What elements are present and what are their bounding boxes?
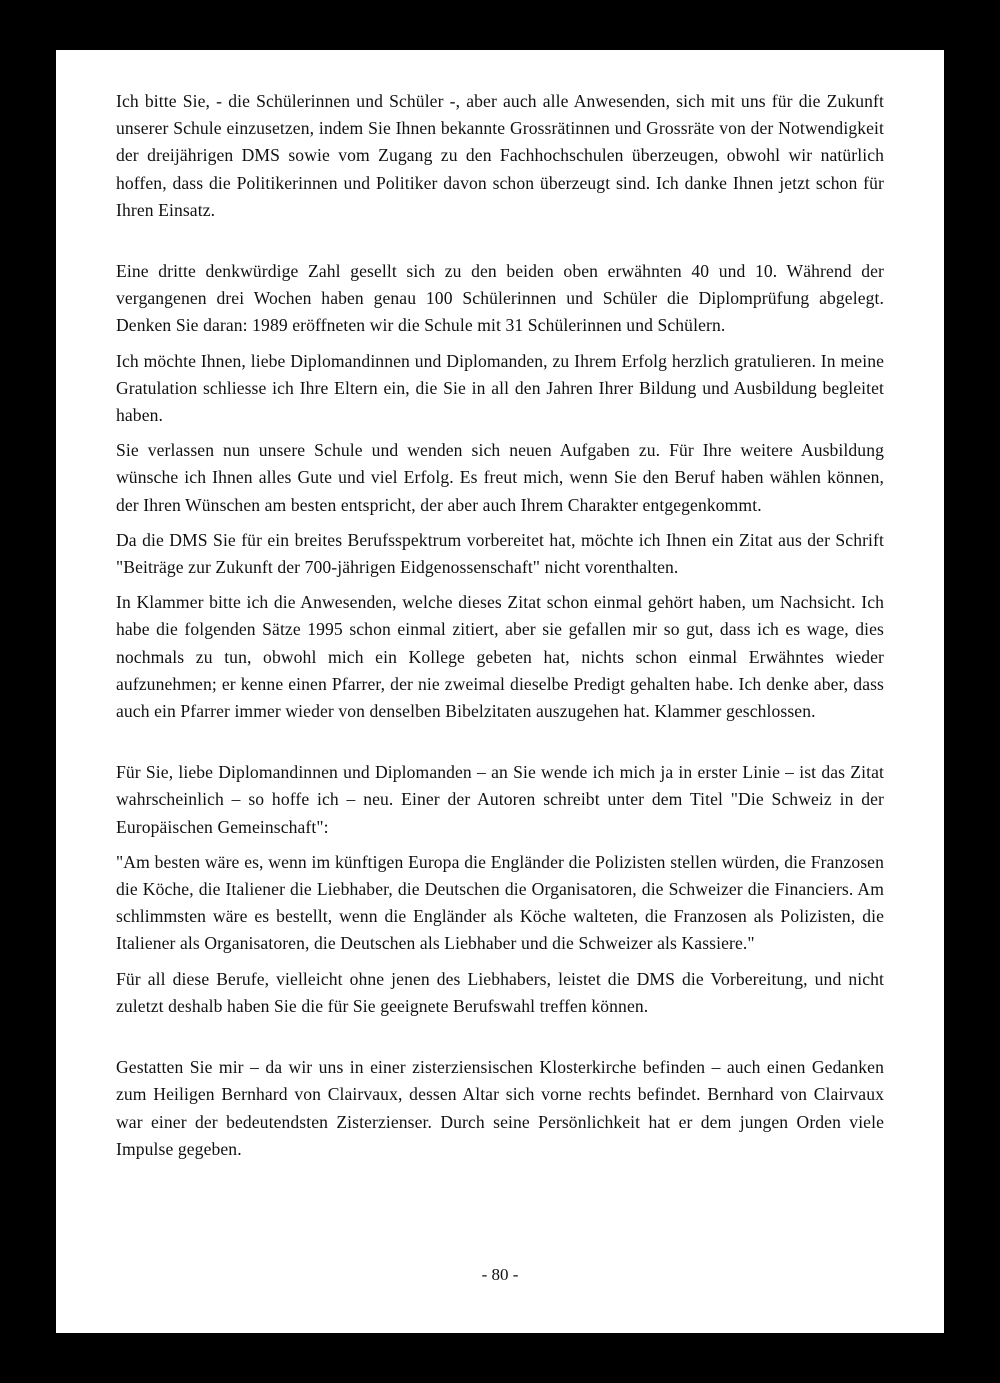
- paragraph-6: In Klammer bitte ich die Anwesenden, welche dieses Zitat schon einmal gehört haben, um Nachsicht. Ich habe die folgenden Sätze 1995 schon einmal zitiert, aber sie gefallen mir so gut, dass ich es wage, dies nochmals zu tun, obwohl mich ein Kollege gebeten hat, nichts schon einmal Erwähntes wieder aufzunehmen; er kenne einen Pfarrer, der nie zweimal dieselbe Predigt gehalten habe. Ich denke aber, dass auch ein Pfarrer immer wieder von denselben Bibelzitaten auszugehen hat. Klammer geschlossen.: [116, 592, 884, 722]
- paragraph-5: Da die DMS Sie für ein breites Berufsspektrum vorbereitet hat, möchte ich Ihnen ein Zitat aus der Schrift "Beiträge zur Zukunft der 700-jährigen Eidgenossenschaft" nicht vorenthalten.: [116, 529, 884, 578]
- paragraph-7: Für Sie, liebe Diplomandinnen und Diplomanden – an Sie wende ich mich ja in erster Linie – ist das Zitat wahrscheinlich – so hoffe ich – neu. Einer der Autoren schreibt unter dem Titel "Die Schweiz in der Europäischen Gemeinschaft":: [116, 762, 884, 837]
- paragraph-9: Für all diese Berufe, vielleicht ohne jenen des Liebhabers, leistet die DMS die Vorbereitung, und nicht zuletzt deshalb haben Sie die für Sie geeignete Berufswahl treffen können.: [116, 968, 884, 1016]
- paragraph-2: Eine dritte denkwürdige Zahl gesellt sich zu den beiden oben erwähnten 40 und 10. Während der vergangenen drei Wochen haben genau 100 Schülerinnen und Schüler die Diplomprüfung abgelegt. Denken Sie daran: 1989 eröffneten wir die Schule mit 31 Schülerinnen und Schülern.: [116, 261, 884, 336]
- paragraph-1: Ich bitte Sie, - die Schülerinnen und Schüler -, aber auch alle Anwesenden, sich mit uns für die Zukunft unserer Schule einzusetzen, indem Sie Ihnen bekannte Grossrätinnen und Grossräte von der Notwendigkeit der dreijährigen DMS sowie vom Zugang zu den Fachhochschulen überzeugen, obwohl wir natürlich hoffen, dass die Politikerinnen und Politiker davon schon überzeugt sind. Ich danke Ihnen jetzt schon für Ihren Einsatz.: [116, 91, 884, 220]
- document-page: [56, 50, 944, 1333]
- page-number: - 80 -: [481, 1265, 519, 1284]
- paragraph-4: Sie verlassen nun unsere Schule und wenden sich neuen Aufgaben zu. Für Ihre weitere Ausbildung wünsche ich Ihnen alles Gute und viel Erfolg. Es freut mich, wenn Sie den Beruf haben wählen können, der Ihren Wünschen am besten entspricht, der aber auch Ihrem Charakter entgegenkommt.: [116, 440, 884, 515]
- paragraph-3: Ich möchte Ihnen, liebe Diplomandinnen und Diplomanden, zu Ihrem Erfolg herzlich gratulieren. In meine Gratulation schliesse ich Ihre Eltern ein, die Sie in all den Jahren Ihrer Bildung und Ausbildung begleitet haben.: [116, 350, 884, 426]
- document-body: [116, 88, 884, 1171]
- quote-paragraph: "Am besten wäre es, wenn im künftigen Europa die Engländer die Polizisten stellen würden, die Franzosen die Köche, die Italiener die Liebhaber, die Deutschen die Organisatoren, die Schweizer die Financiers. Am schlimmsten wäre es bestellt, wenn die Engländer als Köche walteten, die Franzosen als Polizisten, die Italiener als Organisatoren, die Deutschen als Liebhaber und die Schweizer als Kassiere.": [116, 851, 884, 954]
- paragraph-10: Gestatten Sie mir – da wir uns in einer zisterziensischen Klosterkirche befinden – auch einen Gedanken zum Heiligen Bernhard von Clairvaux, dessen Altar sich vorne rechts befindet. Bernhard von Clairvaux war einer der bedeutendsten Zisterzienser. Durch seine Persönlichkeit hat er dem jungen Orden viele Impulse gegeben.: [116, 1057, 884, 1159]
